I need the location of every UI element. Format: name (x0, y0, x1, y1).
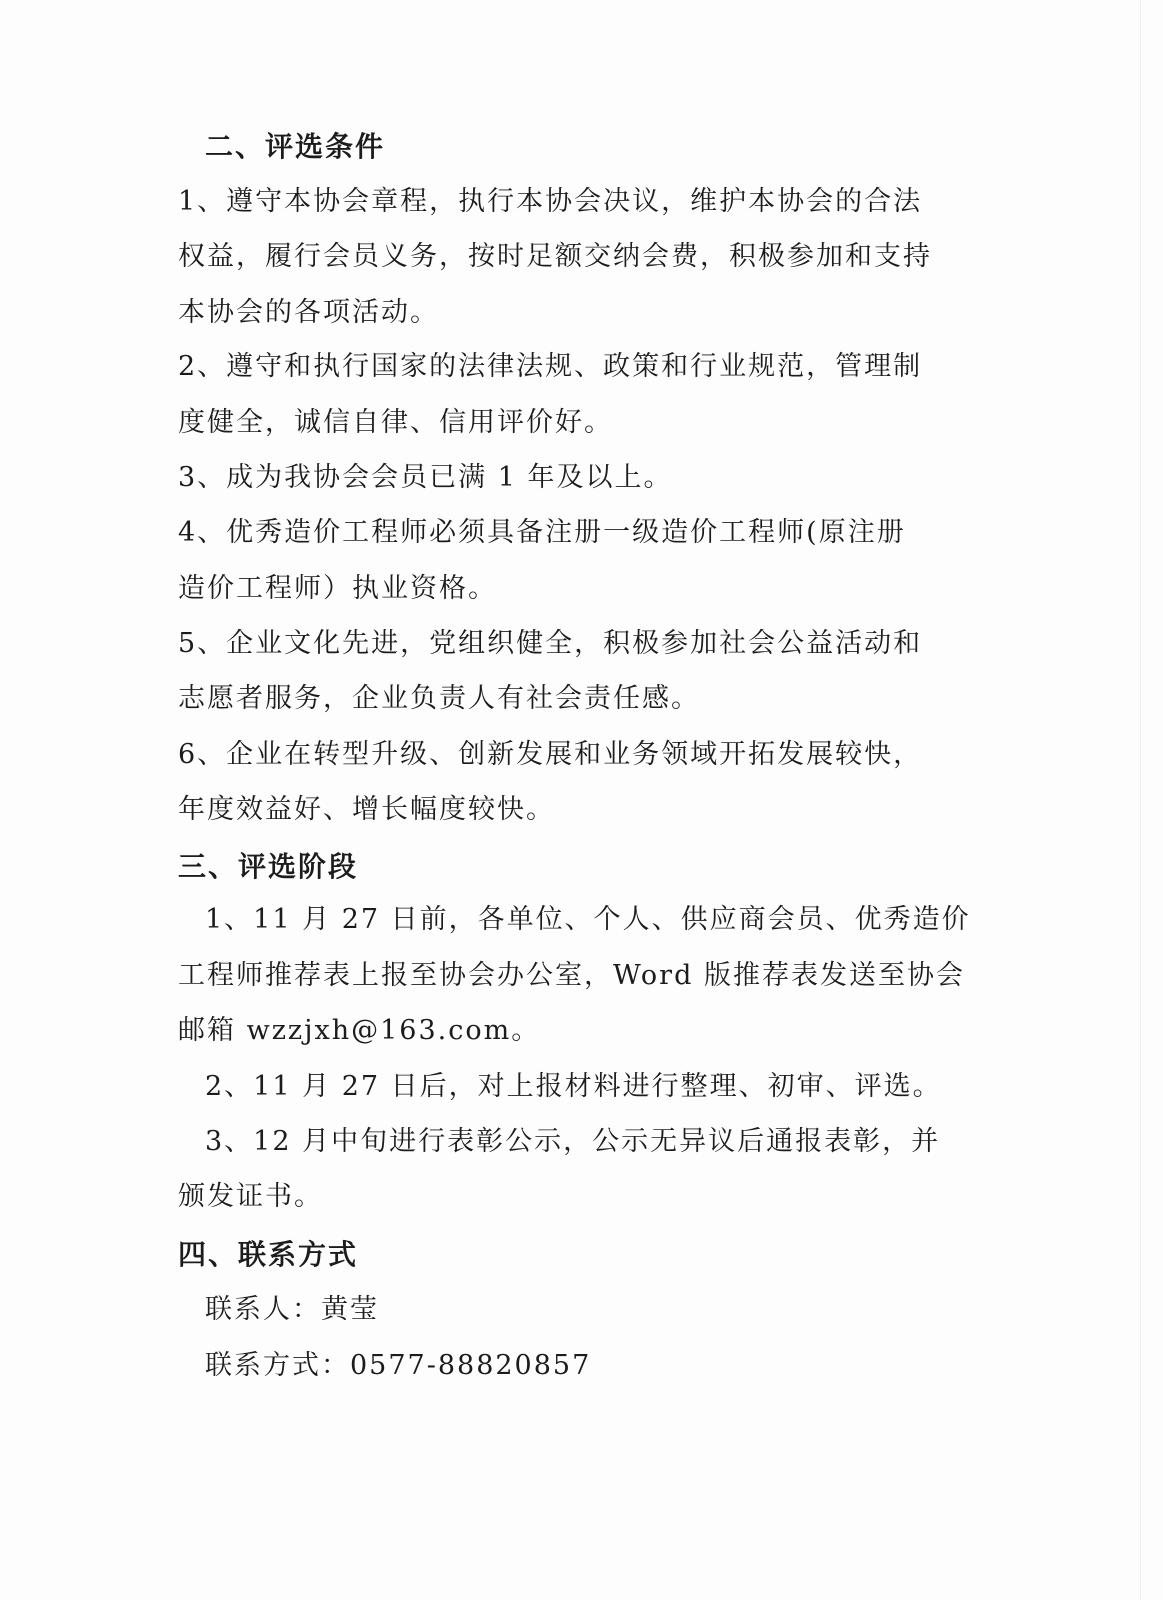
stages-line: 2、11 月 27 日后，对上报材料进行整理、初审、评选。 (205, 1071, 942, 1102)
contact-person: 联系人：黄莹 (205, 1294, 379, 1325)
contact-phone: 联系方式：0577-88820857 (205, 1350, 592, 1381)
stages-line: 1、11 月 27 日前，各单位、个人、供应商会员、优秀造价 (205, 904, 971, 935)
criteria-line: 权益，履行会员义务，按时足额交纳会费，积极参加和支持 (178, 241, 932, 272)
criteria-line: 2、遵守和执行国家的法律法规、政策和行业规范，管理制 (178, 351, 923, 382)
criteria-line: 4、优秀造价工程师必须具备注册一级造价工程师(原注册 (178, 517, 906, 548)
criteria-line: 度健全，诚信自律、信用评价好。 (178, 407, 613, 438)
page-edge-line (1140, 0, 1141, 1600)
criteria-line: 1、遵守本协会章程，执行本协会决议，维护本协会的合法 (178, 186, 923, 217)
criteria-line: 5、企业文化先进，党组织健全，积极参加社会公益活动和 (178, 628, 923, 659)
section-heading-criteria: 二、评选条件 (205, 130, 386, 163)
criteria-line: 6、企业在转型升级、创新发展和业务领域开拓发展较快， (178, 739, 923, 770)
stages-line: 颁发证书。 (178, 1181, 323, 1212)
stages-line: 工程师推荐表上报至协会办公室，Word 版推荐表发送至协会 (178, 960, 965, 991)
criteria-line: 造价工程师）执业资格。 (178, 573, 497, 604)
section-heading-contact: 四、联系方式 (178, 1238, 359, 1271)
criteria-line: 3、成为我协会会员已满 1 年及以上。 (178, 462, 673, 493)
section-heading-stages: 三、评选阶段 (178, 850, 359, 883)
criteria-line: 年度效益好、增长幅度较快。 (178, 794, 555, 825)
stages-line: 3、12 月中旬进行表彰公示，公示无异议后通报表彰，并 (205, 1126, 941, 1157)
criteria-line: 本协会的各项活动。 (178, 297, 439, 328)
stages-line: 邮箱 wzzjxh@163.com。 (178, 1015, 541, 1046)
criteria-line: 志愿者服务，企业负责人有社会责任感。 (178, 683, 700, 714)
